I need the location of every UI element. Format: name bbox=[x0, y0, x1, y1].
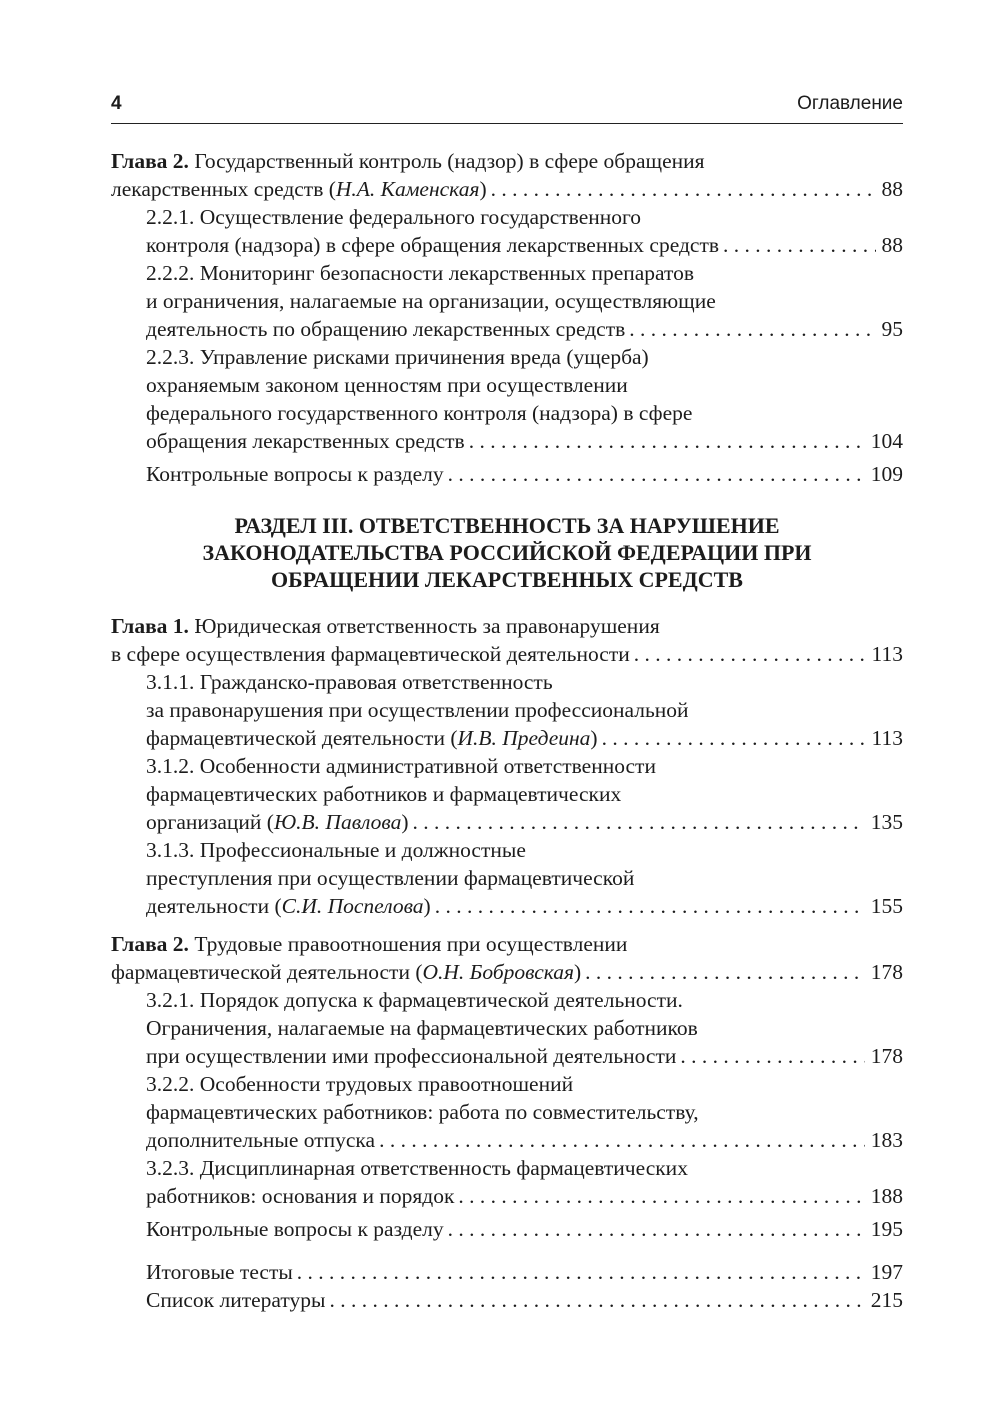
toc-references[interactable] bbox=[146, 1286, 903, 1314]
leader-dots bbox=[680, 1042, 864, 1070]
toc-text: деятельности ( bbox=[146, 894, 282, 918]
toc-text: 3.1.2. Особенности административной ответственности bbox=[146, 754, 656, 778]
toc-text: 3.2.3. Дисциплинарная ответственность фармацевтических bbox=[146, 1156, 688, 1180]
toc-chapter-3-1-line2[interactable] bbox=[111, 640, 903, 668]
leader-dots bbox=[629, 315, 875, 343]
toc-2-2-2-line1 bbox=[146, 259, 903, 287]
toc-text: фармацевтических работников и фармацевтических bbox=[146, 782, 622, 806]
author: С.И. Поспелова bbox=[281, 894, 424, 918]
leader-dots bbox=[634, 640, 866, 668]
toc-2-2-1-line1 bbox=[146, 203, 903, 231]
toc-text: и ограничения, налагаемые на организации, осуществляющие bbox=[146, 289, 716, 313]
toc-text: 3.1.3. Профессиональные и должностные bbox=[146, 838, 526, 862]
toc-text: 3.2.2. Особенности трудовых правоотношений bbox=[146, 1072, 574, 1096]
page-ref: 183 bbox=[870, 1128, 903, 1152]
page-ref: 113 bbox=[871, 726, 903, 750]
toc-2-2-1-line2[interactable] bbox=[146, 231, 903, 259]
author: О.Н. Бобровская bbox=[422, 960, 574, 984]
toc-questions-2[interactable] bbox=[146, 460, 903, 488]
toc-text: деятельность по обращению лекарственных средств bbox=[146, 317, 626, 341]
toc-3-2-1-line2 bbox=[146, 1014, 903, 1042]
toc-chapter-3-2-line2[interactable] bbox=[111, 958, 903, 986]
toc-3-1-2-line3[interactable] bbox=[146, 808, 903, 836]
chapter-label: Глава 2. bbox=[111, 149, 189, 173]
section-heading-line: ОБРАЩЕНИИ ЛЕКАРСТВЕННЫХ СРЕДСТВ bbox=[271, 567, 743, 592]
toc-text: 2.2.1. Осуществление федерального государственного bbox=[146, 205, 642, 229]
toc-3-1-2-line2 bbox=[146, 780, 903, 808]
leader-dots bbox=[491, 175, 876, 203]
running-title: Оглавление bbox=[797, 93, 903, 114]
toc-text: ) bbox=[590, 726, 598, 750]
page-ref: 215 bbox=[870, 1288, 903, 1312]
leader-dots bbox=[469, 427, 865, 455]
page-ref: 178 bbox=[870, 960, 903, 984]
toc-text: 3.1.1. Гражданско-правовая ответственность bbox=[146, 670, 553, 694]
leader-dots bbox=[329, 1286, 864, 1314]
toc-text: 2.2.3. Управление рисками причинения вреда (ущерба) bbox=[146, 345, 649, 369]
toc-text: 2.2.2. Мониторинг безопасности лекарственных препаратов bbox=[146, 261, 695, 285]
page-ref: 197 bbox=[870, 1260, 903, 1284]
toc-text: организаций ( bbox=[146, 810, 274, 834]
toc-3-2-1-line1 bbox=[146, 986, 903, 1014]
page-ref: 95 bbox=[881, 317, 903, 341]
toc-3-1-3-line2 bbox=[146, 864, 903, 892]
toc-text: ) bbox=[401, 810, 409, 834]
toc-chapter-3-2-line1 bbox=[111, 930, 903, 958]
toc-questions-3[interactable] bbox=[146, 1215, 903, 1243]
author: Ю.В. Павлова bbox=[273, 810, 402, 834]
toc-3-1-3-line1 bbox=[146, 836, 903, 864]
toc-2-2-3-line4[interactable] bbox=[146, 427, 903, 455]
section-heading-line: ЗАКОНОДАТЕЛЬСТВА РОССИЙСКОЙ ФЕДЕРАЦИИ ПРИ bbox=[202, 540, 812, 565]
toc-3-2-2-line1 bbox=[146, 1070, 903, 1098]
toc-2-2-2-line3[interactable] bbox=[146, 315, 903, 343]
page-ref: 104 bbox=[870, 429, 903, 453]
chapter-title: Юридическая ответственность за правонарушения bbox=[194, 614, 660, 638]
author: И.В. Предеина bbox=[457, 726, 591, 750]
leader-dots bbox=[723, 231, 875, 259]
author: Н.А. Каменская bbox=[335, 177, 480, 201]
toc-3-2-1-line3[interactable] bbox=[146, 1042, 903, 1070]
toc-text: фармацевтической деятельности ( bbox=[111, 960, 423, 984]
page-ref: 155 bbox=[870, 894, 903, 918]
toc-text: ) bbox=[574, 960, 582, 984]
toc-chapter-3-1-line1 bbox=[111, 612, 903, 640]
toc-text: в сфере осуществления фармацевтической деятельности bbox=[111, 642, 630, 666]
toc-text: федерального государственного контроля (надзора) в сфере bbox=[146, 401, 693, 425]
section-heading-line: РАЗДЕЛ III. ОТВЕТСТВЕННОСТЬ ЗА НАРУШЕНИЕ bbox=[234, 513, 780, 538]
toc-text: Контрольные вопросы к разделу bbox=[146, 1217, 444, 1241]
toc-text: преступления при осуществлении фармацевтической bbox=[146, 866, 635, 890]
chapter-title: Государственный контроль (надзор) в сфере обращения bbox=[194, 149, 705, 173]
toc-3-2-3-line2[interactable] bbox=[146, 1182, 903, 1210]
page-ref: 88 bbox=[881, 233, 903, 257]
page-ref: 195 bbox=[870, 1217, 903, 1241]
toc-3-2-3-line1 bbox=[146, 1154, 903, 1182]
toc-chapter-2-line2[interactable] bbox=[111, 175, 903, 203]
toc-3-1-2-line1 bbox=[146, 752, 903, 780]
leader-dots bbox=[602, 724, 866, 752]
toc-2-2-3-line2 bbox=[146, 371, 903, 399]
toc-text: обращения лекарственных средств bbox=[146, 429, 465, 453]
toc-3-1-1-line3[interactable] bbox=[146, 724, 903, 752]
toc-3-1-1-line2 bbox=[146, 696, 903, 724]
page-ref: 135 bbox=[870, 810, 903, 834]
toc-3-1-3-line3[interactable] bbox=[146, 892, 903, 920]
leader-dots bbox=[413, 808, 865, 836]
toc-text: фармацевтических работников: работа по совместительству, bbox=[146, 1100, 699, 1124]
toc-text: Контрольные вопросы к разделу bbox=[146, 462, 444, 486]
chapter-title: Трудовые правоотношения при осуществлении bbox=[194, 932, 628, 956]
leader-dots bbox=[435, 892, 865, 920]
toc-text: дополнительные отпуска bbox=[146, 1128, 376, 1152]
chapter-label: Глава 2. bbox=[111, 932, 189, 956]
page-ref: 188 bbox=[870, 1184, 903, 1208]
leader-dots bbox=[379, 1126, 865, 1154]
toc-text: лекарственных средств ( bbox=[111, 177, 336, 201]
toc-3-2-2-line3[interactable] bbox=[146, 1126, 903, 1154]
toc-2-2-2-line2 bbox=[146, 287, 903, 315]
toc-text: ) bbox=[479, 177, 487, 201]
leader-dots bbox=[448, 1215, 865, 1243]
page-number: 4 bbox=[111, 93, 122, 114]
toc-text: Список литературы bbox=[146, 1288, 326, 1312]
chapter-label: Глава 1. bbox=[111, 614, 189, 638]
toc-text: охраняемым законом ценностям при осуществлении bbox=[146, 373, 628, 397]
page-ref: 113 bbox=[871, 642, 903, 666]
toc-2-2-3-line3 bbox=[146, 399, 903, 427]
toc-text: контроля (надзора) в сфере обращения лекарственных средств bbox=[146, 233, 720, 257]
toc-final-tests[interactable] bbox=[146, 1258, 903, 1286]
toc-text: фармацевтической деятельности ( bbox=[146, 726, 458, 750]
toc-text: Итоговые тесты bbox=[146, 1260, 293, 1284]
toc-3-1-1-line1 bbox=[146, 668, 903, 696]
toc-2-2-3-line1 bbox=[146, 343, 903, 371]
toc-text: работников: основания и порядок bbox=[146, 1184, 455, 1208]
leader-dots bbox=[448, 460, 865, 488]
page-ref: 178 bbox=[870, 1044, 903, 1068]
toc-text: ) bbox=[423, 894, 431, 918]
toc-text: Ограничения, налагаемые на фармацевтических работников bbox=[146, 1016, 698, 1040]
toc-text: 3.2.1. Порядок допуска к фармацевтической деятельности. bbox=[146, 988, 683, 1012]
leader-dots bbox=[458, 1182, 864, 1210]
page-ref: 88 bbox=[881, 177, 903, 201]
leader-dots bbox=[297, 1258, 865, 1286]
page-ref: 109 bbox=[870, 462, 903, 486]
leader-dots bbox=[585, 958, 865, 986]
toc-text: при осуществлении ими профессиональной деятельности bbox=[146, 1044, 677, 1068]
toc-chapter-2-line1 bbox=[111, 147, 903, 175]
toc-3-2-2-line2 bbox=[146, 1098, 903, 1126]
running-head bbox=[111, 93, 903, 124]
section-3-heading bbox=[111, 512, 903, 593]
toc-text: за правонарушения при осуществлении профессиональной bbox=[146, 698, 689, 722]
